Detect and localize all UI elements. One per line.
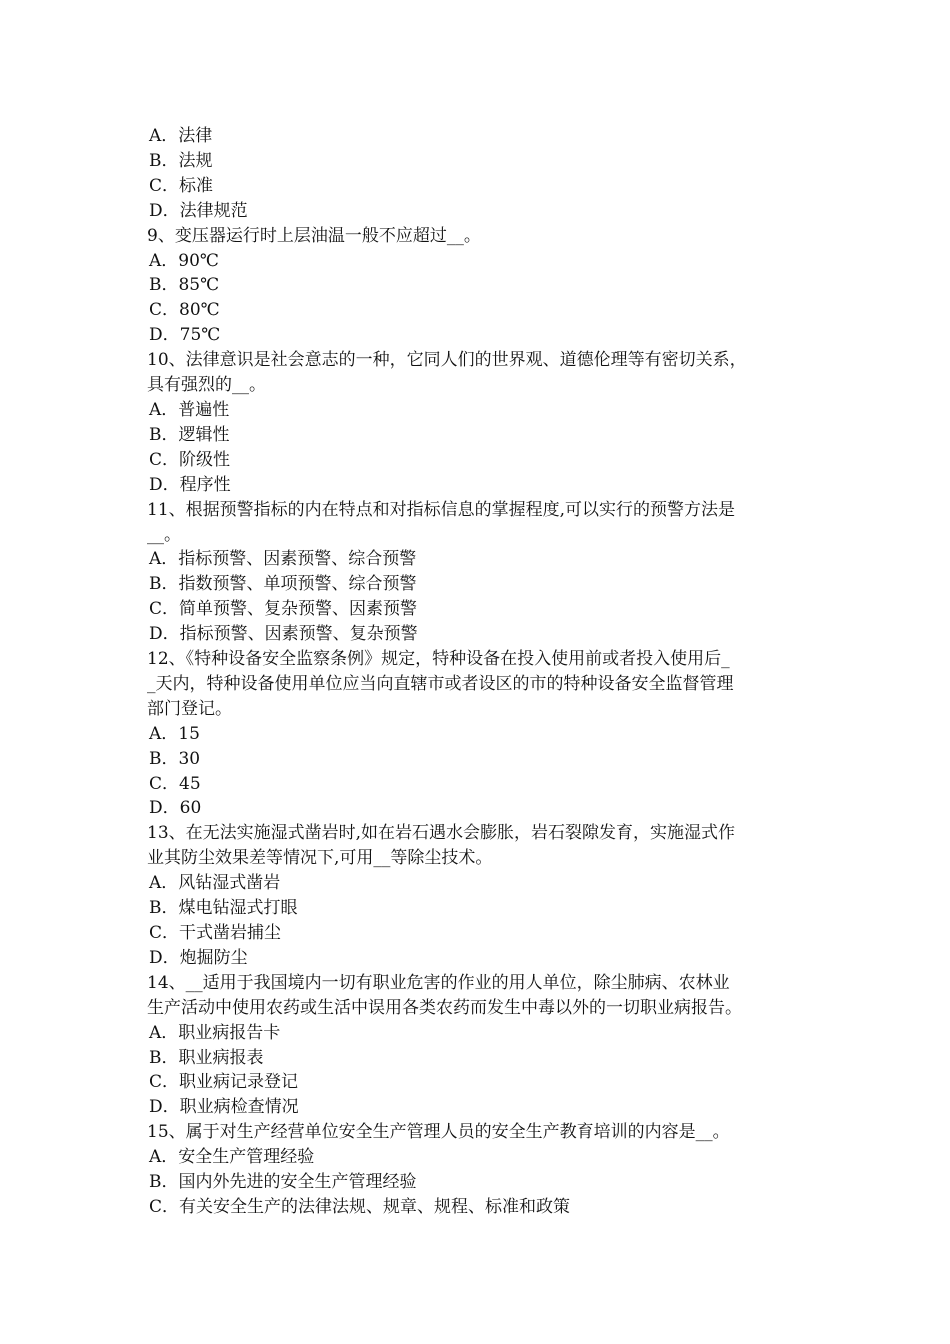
- question-text-line: 9、变压器运行时上层油温一般不应超过__。: [147, 225, 481, 246]
- question-text-line: 14、__适用于我国境内一切有职业危害的作业的用人单位，除尘肺病、农林业: [147, 972, 730, 993]
- answer-option-line: A．普遍性: [149, 399, 230, 420]
- answer-option-line: C．标准: [149, 175, 214, 196]
- question-text-line: _天内，特种设备使用单位应当向直辖市或者设区的市的特种设备安全监督管理: [147, 673, 734, 694]
- answer-option-line: B．指数预警、单项预警、综合预警: [149, 574, 417, 595]
- question-text-line: 部门登记。: [147, 698, 232, 719]
- document-page: [147, 124, 812, 1220]
- answer-option-line: B．逻辑性: [149, 424, 230, 445]
- answer-option-line: D．程序性: [149, 474, 231, 495]
- answer-option-line: C．80℃: [149, 300, 220, 321]
- answer-option-line: D．60: [149, 798, 202, 819]
- answer-option-line: A．安全生产管理经验: [149, 1147, 315, 1168]
- answer-option-line: D．75℃: [149, 325, 221, 346]
- answer-option-line: B．85℃: [149, 275, 220, 296]
- question-text-line: 15、属于对生产经营单位安全生产管理人员的安全生产教育培训的内容是__。: [147, 1122, 730, 1143]
- answer-option-line: A．15: [149, 723, 200, 744]
- question-text-line: 11、根据预警指标的内在特点和对指标信息的掌握程度,可以实行的预警方法是: [147, 499, 736, 520]
- answer-option-line: A．职业病报告卡: [149, 1022, 281, 1043]
- answer-option-line: D．炮掘防尘: [149, 947, 248, 968]
- answer-option-line: D．职业病检查情况: [149, 1097, 299, 1118]
- question-text-line: 生产活动中使用农药或生活中误用各类农药而发生中毒以外的一切职业病报告。: [147, 997, 742, 1018]
- answer-option-line: B．职业病报表: [149, 1047, 264, 1068]
- answer-option-line: A．法律: [149, 126, 213, 146]
- answer-option-line: C．阶级性: [149, 449, 231, 470]
- answer-option-line: C．职业病记录登记: [149, 1072, 299, 1093]
- answer-option-line: C．有关安全生产的法律法规、规章、规程、标准和政策: [149, 1196, 571, 1217]
- answer-option-line: D．指标预警、因素预警、复杂预警: [149, 624, 418, 645]
- answer-option-line: B．30: [149, 748, 201, 769]
- answer-option-line: C．45: [149, 773, 201, 794]
- question-text-line: 具有强烈的__。: [147, 375, 266, 396]
- answer-option-line: C．简单预警、复杂预警、因素预警: [149, 599, 418, 620]
- question-text-line: 12、《特种设备安全监察条例》规定，特种设备在投入使用前或者投入使用后_: [147, 649, 730, 670]
- answer-option-line: A．90℃: [149, 250, 219, 271]
- answer-option-line: B．国内外先进的安全生产管理经验: [149, 1172, 417, 1193]
- answer-option-line: B．煤电钻湿式打眼: [149, 898, 298, 919]
- question-text-line: __。: [147, 524, 181, 545]
- question-text-line: 业其防尘效果差等情况下,可用__等除尘技术。: [147, 848, 493, 869]
- question-text-line: 10、法律意识是社会意志的一种，它同人们的世界观、道德伦理等有密切关系，: [147, 350, 747, 371]
- answer-option-line: A．指标预警、因素预警、综合预警: [149, 549, 417, 570]
- answer-option-line: D．法律规范: [149, 200, 248, 221]
- answer-option-line: C．干式凿岩捕尘: [149, 923, 282, 943]
- answer-option-line: B．法规: [149, 150, 213, 171]
- answer-option-line: A．风钻湿式凿岩: [149, 873, 281, 894]
- question-text-line: 13、在无法实施湿式凿岩时,如在岩石遇水会膨胀，岩石裂隙发育，实施湿式作: [147, 823, 736, 844]
